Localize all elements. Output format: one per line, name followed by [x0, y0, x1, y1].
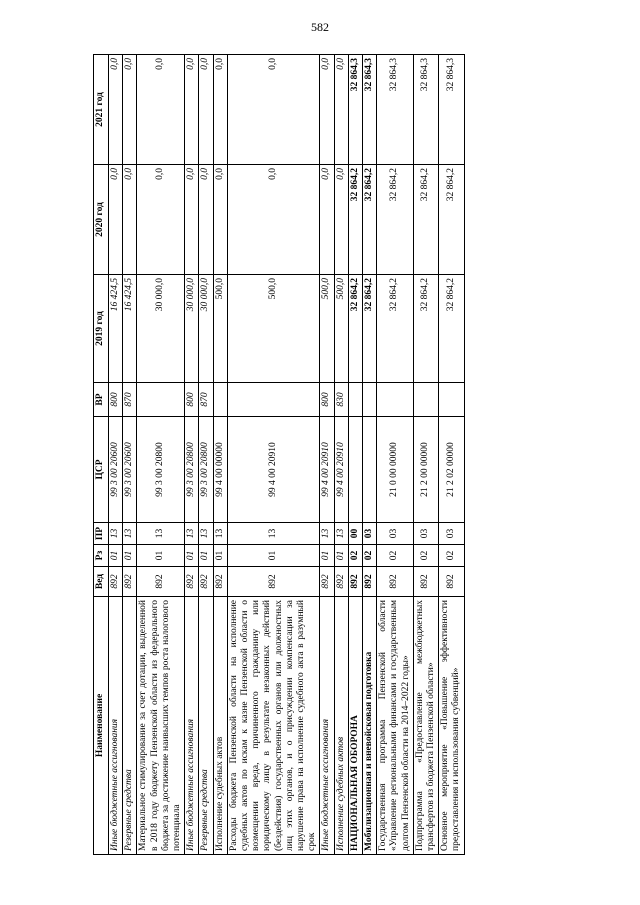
cell-value-2021: 32 864,3	[377, 55, 414, 165]
cell-value-2021: 0,0	[199, 55, 213, 165]
cell-csr: 99 4 00 20910	[227, 417, 320, 523]
cell-value-2020: 32 864,2	[413, 165, 438, 275]
cell-vr	[137, 383, 185, 417]
table-row	[123, 55, 137, 855]
table-row	[109, 55, 123, 855]
cell-pr: 13	[320, 523, 334, 545]
cell-value-2021: 0,0	[320, 55, 334, 165]
cell-name: Мобилизационная и вневойсковая подготовка	[363, 597, 377, 855]
cell-value-2021: 0,0	[123, 55, 137, 165]
cell-value-2019: 32 864,2	[363, 275, 377, 383]
cell-name: Основное мероприятие «Повышение эффективности предоставления и использования субвенций»	[439, 597, 464, 855]
cell-csr	[348, 417, 362, 523]
cell-pr: 03	[363, 523, 377, 545]
cell-vr	[213, 383, 227, 417]
cell-value-2019: 30 000,0	[137, 275, 185, 383]
cell-ved: 892	[413, 567, 438, 597]
cell-value-2021: 0,0	[185, 55, 199, 165]
cell-vr	[413, 383, 438, 417]
cell-value-2019: 30 000,0	[199, 275, 213, 383]
cell-pr: 03	[377, 523, 414, 545]
cell-name: Материальное стимулирование за счет дотации, выделенной в 2018 году бюджету Пензенской области из федерального бюджета за достижение наивысших темпов роста налогового потенциала	[137, 597, 185, 855]
cell-name: Иные бюджетные ассигнования	[185, 597, 199, 855]
budget-table	[93, 54, 465, 855]
cell-rz: 02	[377, 545, 414, 567]
cell-pr: 03	[413, 523, 438, 545]
table-row	[213, 55, 227, 855]
cell-value-2020: 32 864,2	[377, 165, 414, 275]
rotated-table-container	[93, 55, 533, 855]
cell-value-2020: 0,0	[185, 165, 199, 275]
cell-rz: 01	[185, 545, 199, 567]
cell-vr	[348, 383, 362, 417]
cell-ved: 892	[185, 567, 199, 597]
cell-value-2020: 0,0	[334, 165, 348, 275]
cell-csr: 99 3 00 20800	[199, 417, 213, 523]
cell-value-2020: 0,0	[227, 165, 320, 275]
cell-rz: 01	[227, 545, 320, 567]
cell-value-2020: 0,0	[199, 165, 213, 275]
header-ved: Вед	[94, 567, 109, 597]
cell-value-2020: 32 864,2	[363, 165, 377, 275]
header-csr: ЦСР	[94, 417, 109, 523]
cell-value-2019: 500,0	[213, 275, 227, 383]
cell-value-2019: 32 864,2	[377, 275, 414, 383]
cell-name: Иные бюджетные ассигнования	[109, 597, 123, 855]
page-number: 582	[311, 20, 329, 34]
cell-rz: 01	[123, 545, 137, 567]
cell-pr: 03	[439, 523, 464, 545]
cell-value-2021: 32 864,3	[348, 55, 362, 165]
cell-csr: 99 3 00 20600	[123, 417, 137, 523]
cell-ved: 892	[123, 567, 137, 597]
header-pr: ПР	[94, 523, 109, 545]
header-2020: 2020 год	[94, 165, 109, 275]
table-row	[185, 55, 199, 855]
cell-vr: 800	[109, 383, 123, 417]
table-row	[334, 55, 348, 855]
cell-value-2021: 32 864,3	[439, 55, 464, 165]
cell-csr	[363, 417, 377, 523]
cell-rz: 02	[363, 545, 377, 567]
cell-value-2021: 0,0	[109, 55, 123, 165]
table-row	[137, 55, 185, 855]
header-name: Наименование	[94, 597, 109, 855]
cell-value-2021: 0,0	[137, 55, 185, 165]
cell-value-2020: 0,0	[137, 165, 185, 275]
cell-csr: 99 4 00 00000	[213, 417, 227, 523]
cell-vr: 870	[123, 383, 137, 417]
table-row	[413, 55, 438, 855]
cell-pr: 13	[334, 523, 348, 545]
header-2019: 2019 год	[94, 275, 109, 383]
cell-pr: 13	[227, 523, 320, 545]
table-row	[377, 55, 414, 855]
cell-rz: 01	[199, 545, 213, 567]
cell-pr: 13	[137, 523, 185, 545]
cell-ved: 892	[227, 567, 320, 597]
cell-vr: 800	[185, 383, 199, 417]
cell-rz: 02	[439, 545, 464, 567]
cell-value-2019: 16 424,5	[123, 275, 137, 383]
cell-value-2019: 30 000,0	[185, 275, 199, 383]
cell-value-2019: 500,0	[320, 275, 334, 383]
cell-value-2020: 32 864,2	[439, 165, 464, 275]
cell-name: Резервные средства	[199, 597, 213, 855]
header-vr: ВР	[94, 383, 109, 417]
cell-vr: 870	[199, 383, 213, 417]
cell-rz: 02	[348, 545, 362, 567]
cell-rz: 01	[334, 545, 348, 567]
cell-vr	[377, 383, 414, 417]
table-header-row	[94, 55, 109, 855]
cell-ved: 892	[334, 567, 348, 597]
cell-value-2020: 0,0	[109, 165, 123, 275]
cell-value-2020: 0,0	[213, 165, 227, 275]
cell-ved: 892	[213, 567, 227, 597]
table-row	[199, 55, 213, 855]
cell-value-2020: 32 864,2	[348, 165, 362, 275]
cell-name: НАЦИОНАЛЬНАЯ ОБОРОНА	[348, 597, 362, 855]
cell-pr: 13	[199, 523, 213, 545]
table-row	[320, 55, 334, 855]
cell-pr: 13	[109, 523, 123, 545]
cell-value-2019: 500,0	[334, 275, 348, 383]
cell-value-2021: 32 864,3	[413, 55, 438, 165]
cell-vr	[363, 383, 377, 417]
table-row	[439, 55, 464, 855]
table-row	[227, 55, 320, 855]
cell-value-2020: 0,0	[123, 165, 137, 275]
rotated-table-body	[93, 55, 533, 855]
cell-rz: 01	[213, 545, 227, 567]
cell-ved: 892	[439, 567, 464, 597]
cell-vr	[439, 383, 464, 417]
cell-name: Резервные средства	[123, 597, 137, 855]
cell-ved: 892	[137, 567, 185, 597]
cell-ved: 892	[320, 567, 334, 597]
cell-pr: 13	[213, 523, 227, 545]
cell-value-2019: 16 424,5	[109, 275, 123, 383]
cell-ved: 892	[363, 567, 377, 597]
cell-value-2021: 0,0	[213, 55, 227, 165]
cell-ved: 892	[377, 567, 414, 597]
table-row	[363, 55, 377, 855]
header-rz: Рз	[94, 545, 109, 567]
cell-pr: 13	[123, 523, 137, 545]
cell-value-2019: 32 864,2	[439, 275, 464, 383]
table-row	[348, 55, 362, 855]
cell-vr: 830	[334, 383, 348, 417]
header-2021: 2021 год	[94, 55, 109, 165]
cell-ved: 892	[199, 567, 213, 597]
cell-value-2019: 32 864,2	[413, 275, 438, 383]
cell-csr: 99 3 00 20600	[109, 417, 123, 523]
cell-csr: 21 2 02 00000	[439, 417, 464, 523]
cell-csr: 21 2 00 00000	[413, 417, 438, 523]
cell-csr: 99 4 00 20910	[334, 417, 348, 523]
cell-vr	[227, 383, 320, 417]
cell-value-2021: 32 864,3	[363, 55, 377, 165]
cell-name: Исполнение судебных актов	[213, 597, 227, 855]
cell-ved: 892	[109, 567, 123, 597]
cell-pr: 00	[348, 523, 362, 545]
cell-value-2019: 32 864,2	[348, 275, 362, 383]
cell-name: Подпрограмма «Предоставление межбюджетных трансфертов из бюджета Пензенской области»	[413, 597, 438, 855]
cell-rz: 01	[137, 545, 185, 567]
cell-csr: 99 3 00 20800	[137, 417, 185, 523]
cell-value-2020: 0,0	[320, 165, 334, 275]
cell-csr: 99 3 00 20800	[185, 417, 199, 523]
table-body	[109, 55, 465, 855]
cell-rz: 01	[320, 545, 334, 567]
cell-value-2019: 500,0	[227, 275, 320, 383]
cell-name: Исполнение судебных актов	[334, 597, 348, 855]
cell-rz: 01	[109, 545, 123, 567]
cell-csr: 99 4 00 20910	[320, 417, 334, 523]
cell-csr: 21 0 00 00000	[377, 417, 414, 523]
cell-ved: 892	[348, 567, 362, 597]
cell-vr: 800	[320, 383, 334, 417]
cell-value-2021: 0,0	[334, 55, 348, 165]
cell-name: Иные бюджетные ассигнования	[320, 597, 334, 855]
cell-rz: 02	[413, 545, 438, 567]
cell-value-2021: 0,0	[227, 55, 320, 165]
cell-name: Государственная программа Пензенской области «Управление региональными финансами и государственным долгом Пензенской области на 2014–2022 годы»	[377, 597, 414, 855]
cell-pr: 13	[185, 523, 199, 545]
cell-name: Расходы бюджета Пензенской области на исполнение судебных актов по искам к казне Пензенской области о возмещении вреда, причиненного гражданину или юридическому лицу в результате незаконных действий (бездействия) государственных органов или должностных лиц этих органов, и о присуждении компенсации за нарушение права на исполнение судебного акта в разумный срок	[227, 597, 320, 855]
